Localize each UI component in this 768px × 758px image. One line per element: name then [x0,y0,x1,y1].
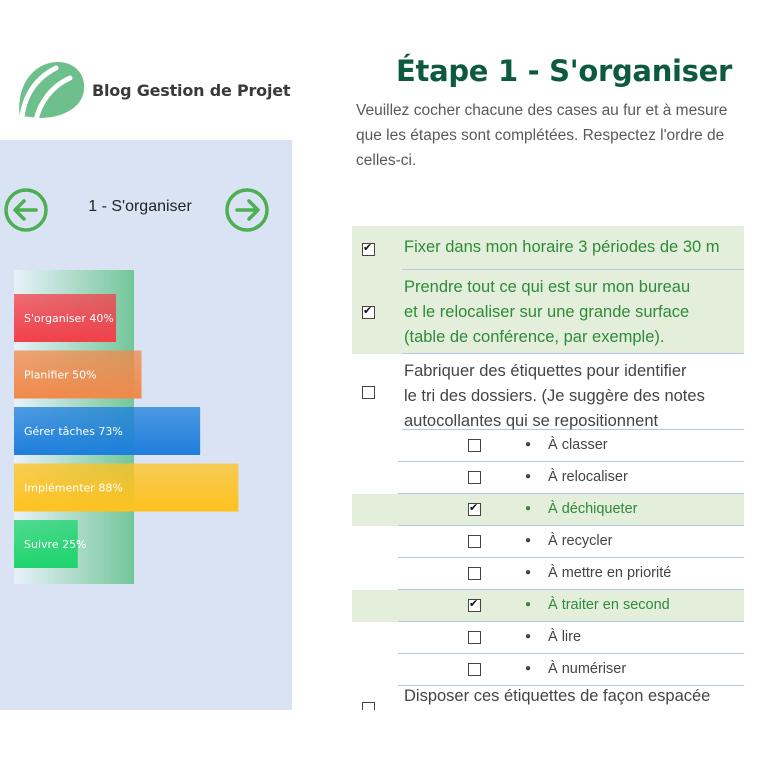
checkbox[interactable] [468,567,481,580]
task-checklist [352,226,744,710]
subtask-text: À traiter en second [548,597,670,613]
subtask-text: À lire [548,629,582,645]
checkbox[interactable] [362,243,375,256]
subtask-row [352,558,744,590]
bullet-icon: ● [525,631,532,642]
task-text: Fabriquer des étiquettes pour identifier le tri des dossiers. (Je suggère des notes autocollantes qui se repositionnent [404,362,705,430]
instructions: Veuillez cocher chacune des cases au fur et à mesure que les étapes sont complétées. Respectez l'ordre de celles-ci. [356,102,728,169]
checkbox[interactable] [468,631,481,644]
bullet-icon: ● [525,535,532,546]
subtask-row [352,590,744,622]
bar-label: Implémenter 88% [24,481,123,495]
subtask-row [352,622,744,654]
checkbox[interactable] [468,503,481,516]
subtask-text: À relocaliser [548,469,628,485]
bar-label: Gérer tâches 73% [24,425,123,438]
checkbox[interactable] [362,702,375,710]
bullet-icon: ● [525,439,532,450]
checkbox[interactable] [362,306,375,319]
logo [12,56,290,124]
bullet-icon: ● [525,599,532,610]
subtask-text: À numériser [548,661,627,677]
subtask-text: À mettre en priorité [548,565,672,581]
bar-label: Planifier 50% [24,368,97,382]
sidebar [0,140,292,710]
task-row [352,686,744,710]
checkbox[interactable] [468,535,481,548]
subtask-row [352,430,744,462]
task-row [352,270,744,354]
subtask-text: À classer [548,437,608,453]
bullet-icon: ● [525,503,532,514]
step-label: 1 - S'organiser [88,198,192,215]
leaf-logo-icon [12,56,88,124]
subtask-row [352,462,744,494]
task-text: Disposer ces étiquettes de façon espacée [404,687,711,705]
bullet-icon: ● [525,567,532,578]
bullet-icon: ● [525,471,532,482]
checkbox[interactable] [468,471,481,484]
bar-label: S'organiser 40% [24,312,114,325]
page-title: Étape 1 - S'organiser [396,54,733,88]
subtask-row [352,654,744,686]
subtask-text: À déchiqueter [548,501,638,517]
checkbox[interactable] [468,439,481,452]
progress-bar-chart [0,140,292,710]
checkbox[interactable] [468,663,481,676]
checkbox[interactable] [362,386,375,399]
task-text: Fixer dans mon horaire 3 périodes de 30 m [404,238,720,256]
task-row [352,226,744,270]
logo-text: Blog Gestion de Projet [92,80,291,100]
subtask-text: À recycler [548,533,613,549]
subtask-row [352,494,744,526]
bar-label: Suivre 25% [24,538,87,551]
task-row [352,354,744,430]
subtask-row [352,526,744,558]
checkbox[interactable] [468,599,481,612]
bullet-icon: ● [525,663,532,674]
task-text: Prendre tout ce qui est sur mon bureau et le relocaliser sur une grande surface (table de conférence, par exemple). [404,278,691,346]
